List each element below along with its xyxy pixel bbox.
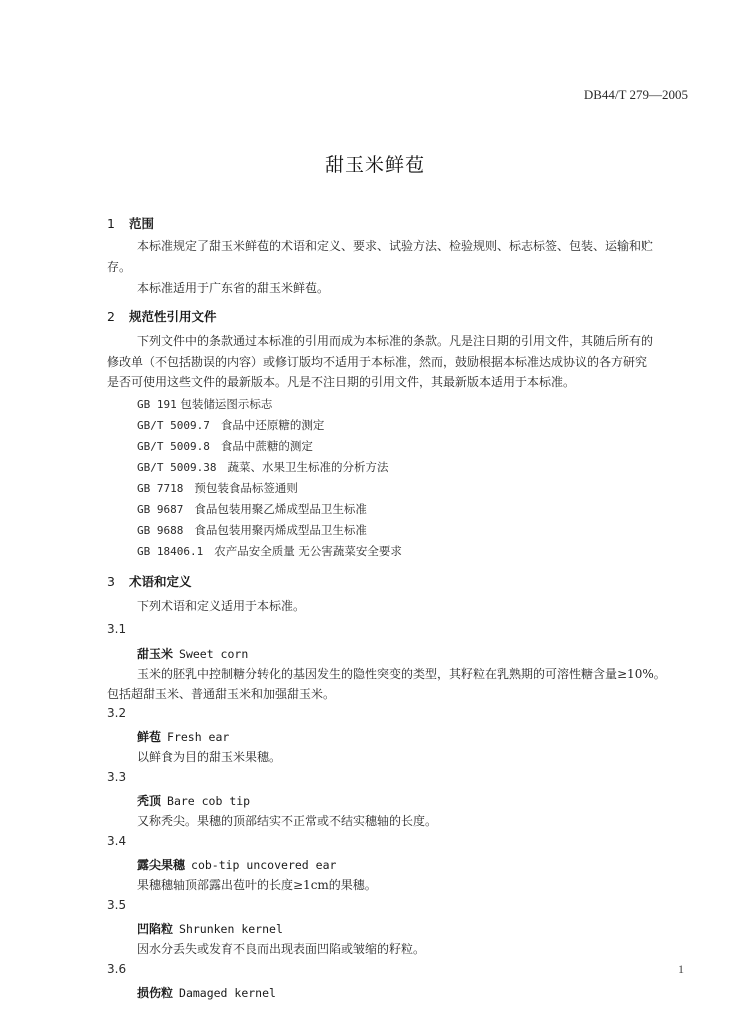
reference-title: 农产品安全质量 无公害蔬菜安全要求 [214,544,402,558]
paragraph: 存。 [107,260,132,274]
term-definition: 又称秃尖。果穗的顶部结实不正常或不结实穗轴的长度。 [137,814,438,828]
reference-title: 蔬菜、水果卫生标准的分析方法 [227,460,389,474]
reference-item [137,522,367,538]
section-title: 术语和定义 [129,574,192,589]
term-heading [137,728,229,745]
term-definition: 包括超甜玉米、普通甜玉米和加强甜玉米。 [107,687,336,701]
reference-item [137,417,324,433]
term-en: Sweet corn [179,647,249,661]
reference-code: GB/T 5009.8 [137,440,210,453]
paragraph: 下列文件中的条款通过本标准的引用而成为本标准的条款。凡是注日期的引用文件，其随后所有的 [137,334,654,348]
document-code: DB44/T 279—2005 [583,87,688,102]
term-definition: 玉米的胚乳中控制糖分转化的基因发生的隐性突变的类型，其籽粒在乳熟期的可溶性糖含量≥10%。 [137,667,666,681]
term-en: Shrunken kernel [179,922,283,936]
paragraph: 修改单（不包括勘误的内容）或修订版均不适用于本标准，然而，鼓励根据本标准达成协议的各方研究 [107,355,648,369]
term-definition: 以鲜食为目的甜玉米果穗。 [137,750,282,764]
term-definition: 果穗穗轴顶部露出苞叶的长度≥1cm的果穗。 [137,878,377,892]
term-number: 3.1 [107,622,127,636]
reference-title: 食品包装用聚丙烯成型品卫生标准 [194,523,367,537]
term-heading [137,984,276,1001]
section-title: 规范性引用文件 [129,309,217,324]
term-definition: 因水分丢失或发育不良而出现表面凹陷或皱缩的籽粒。 [137,942,426,956]
section-number: 1 [107,216,115,231]
section-number: 3 [107,574,115,589]
reference-title: 食品中还原糖的测定 [220,418,325,432]
term-zh: 露尖果穗 [137,858,186,872]
term-heading [137,792,250,809]
term-zh: 凹陷粒 [137,922,174,936]
reference-title: 包装储运图示标志 [180,397,273,411]
reference-item [137,543,402,559]
reference-code: GB 191 [137,398,177,411]
reference-code: GB 9688 [137,524,184,537]
section-3-heading [107,572,192,590]
term-number: 3.6 [107,962,127,976]
section-number: 2 [107,309,115,324]
reference-item [137,396,272,412]
term-en: cob-tip uncovered ear [191,858,337,872]
term-zh: 损伤粒 [137,986,174,1000]
reference-code: GB/T 5009.38 [137,461,217,474]
paragraph: 是否可使用这些文件的最新版本。凡是不注日期的引用文件，其最新版本适用于本标准。 [107,375,576,389]
term-heading [137,920,283,937]
term-zh: 鲜苞 [137,730,162,744]
reference-item [137,438,313,454]
section-1-heading [107,214,154,232]
paragraph: 下列术语和定义适用于本标准。 [137,599,306,613]
term-en: Bare cob tip [167,794,251,808]
reference-title: 食品包装用聚乙烯成型品卫生标准 [194,502,367,516]
reference-title: 食品中蔗糖的测定 [220,439,313,453]
term-number: 3.2 [107,706,127,720]
term-zh: 秃顶 [137,794,162,808]
term-heading [137,645,248,662]
term-zh: 甜玉米 [137,647,174,661]
reference-item [137,480,298,496]
term-number: 3.3 [107,770,127,784]
reference-code: GB 7718 [137,482,184,495]
reference-code: GB/T 5009.7 [137,419,210,432]
term-number: 3.5 [107,898,127,912]
reference-title: 预包装食品标签通则 [194,481,298,495]
section-2-heading [107,307,217,325]
reference-item [137,501,367,517]
reference-code: GB 18406.1 [137,545,204,558]
term-heading [137,856,336,873]
paragraph: 本标准适用于广东省的甜玉米鲜苞。 [137,281,330,295]
reference-item [137,459,388,475]
term-en: Fresh ear [167,730,230,744]
section-title: 范围 [129,216,155,231]
page-number: 1 [678,962,684,976]
term-en: Damaged kernel [179,986,276,1000]
reference-code: GB 9687 [137,503,184,516]
term-number: 3.4 [107,834,127,848]
document-title: 甜玉米鲜苞 [324,154,425,176]
paragraph: 本标准规定了甜玉米鲜苞的术语和定义、要求、试验方法、检验规则、标志标签、包装、运输和贮 [137,239,654,253]
